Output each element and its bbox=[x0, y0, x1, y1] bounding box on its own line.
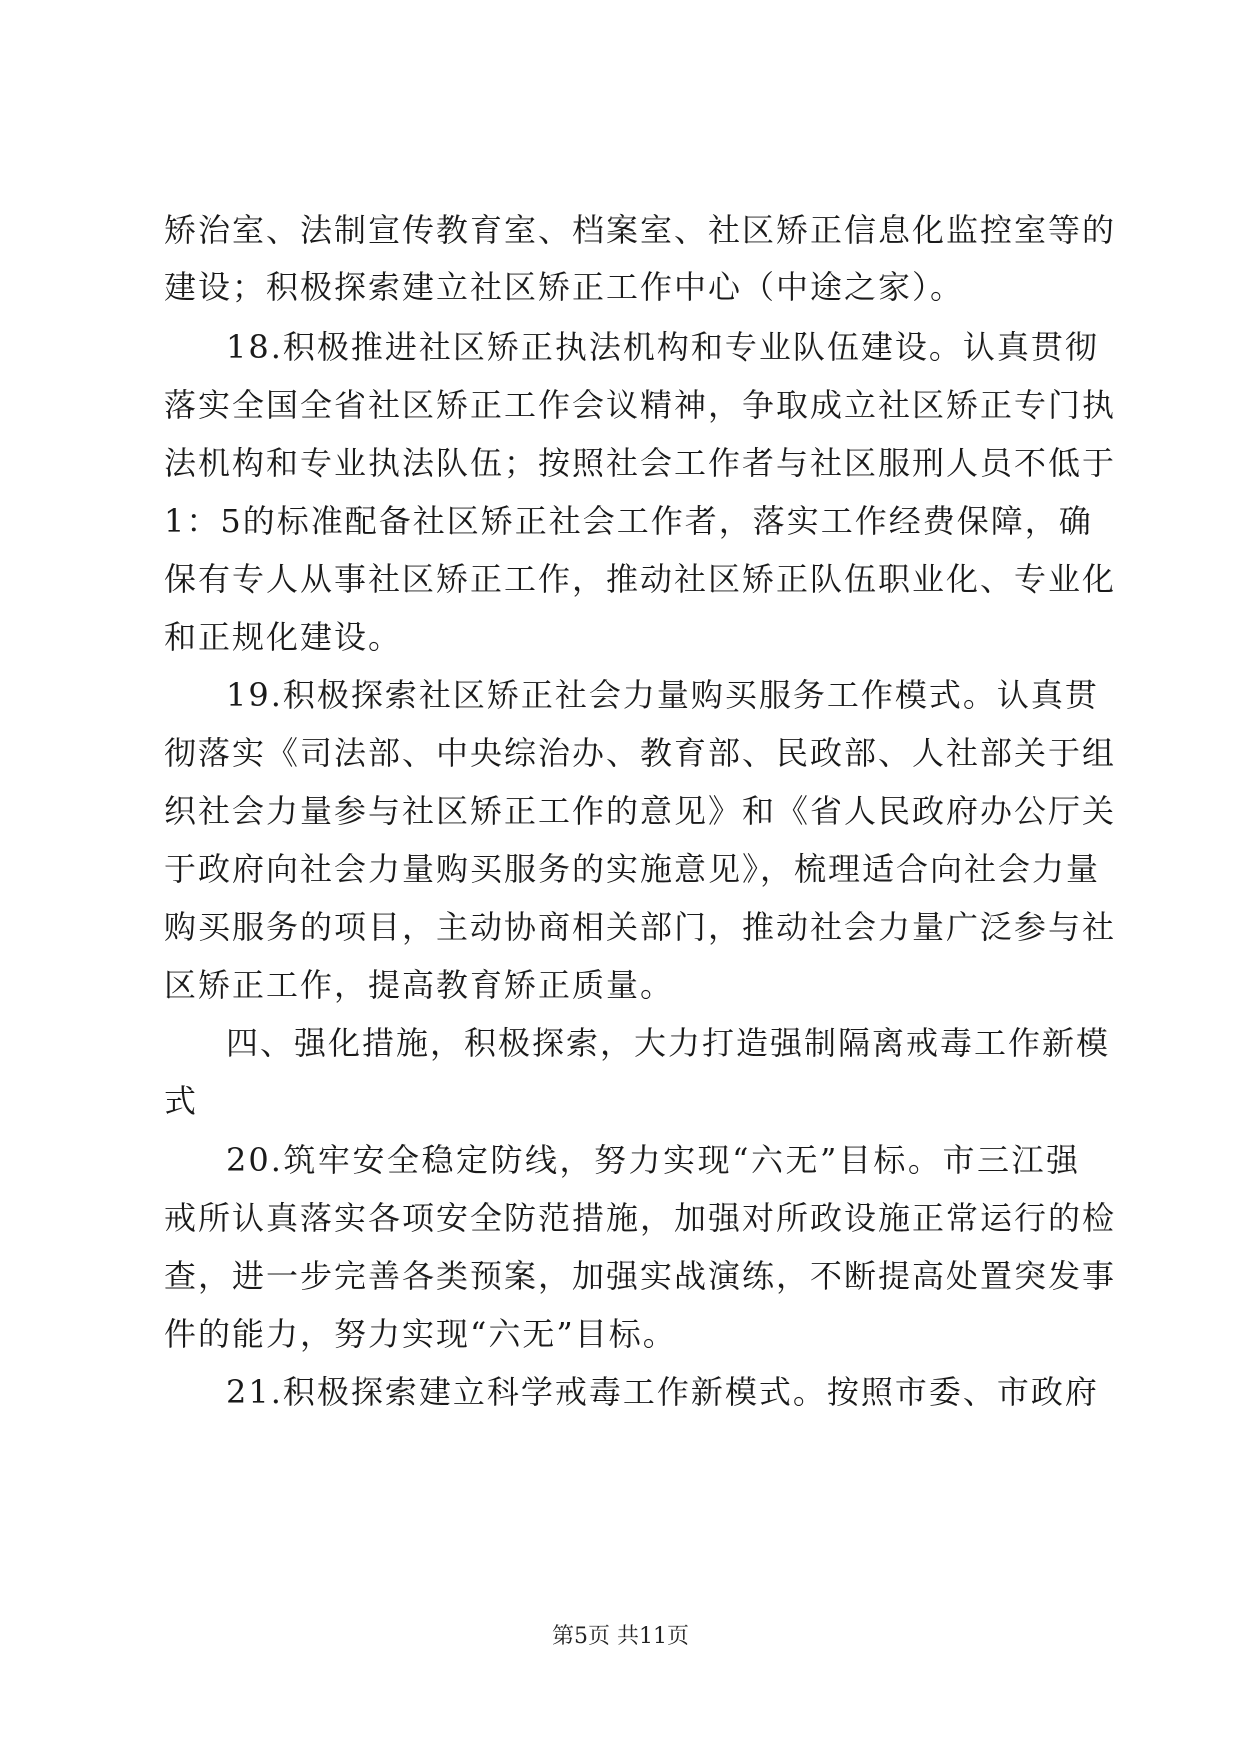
text-line: 和正规化建设。 bbox=[164, 618, 403, 656]
text-line: 建设；积极探索建立社区矫正工作中心（中途之家）。 bbox=[164, 268, 965, 306]
text-line: 戒所认真落实各项安全防范措施，加强对所政设施正常运行的检 bbox=[164, 1199, 1117, 1237]
text-line: 件的能力，努力实现“六无”目标。 bbox=[164, 1315, 677, 1353]
text-line: 1：5的标准配备社区矫正社会工作者，落实工作经费保障，确 bbox=[164, 502, 1093, 540]
text-line: 彻落实《司法部、中央综治办、教育部、民政部、人社部关于组 bbox=[164, 734, 1117, 772]
text-line: 查，进一步完善各类预案，加强实战演练，不断提高处置突发事 bbox=[164, 1257, 1117, 1295]
paragraph-19-heading: 19.积极探索社区矫正社会力量购买服务工作模式。认真贯 bbox=[226, 676, 1099, 714]
section-four-heading: 四、强化措施，积极探索，大力打造强制隔离戒毒工作新模 bbox=[226, 1024, 1111, 1062]
text-line: 矫治室、法制宣传教育室、档案室、社区矫正信息化监控室等的 bbox=[164, 211, 1117, 249]
text-line: 织社会力量参与社区矫正工作的意见》和《省人民政府办公厅关 bbox=[164, 792, 1117, 830]
paragraph-20-heading: 20.筑牢安全稳定防线，努力实现“六无”目标。市三江强 bbox=[226, 1141, 1080, 1179]
text-line: 于政府向社会力量购买服务的实施意见》，梳理适合向社会力量 bbox=[164, 850, 1101, 888]
text-line: 购买服务的项目，主动协商相关部门，推动社会力量广泛参与社 bbox=[164, 908, 1117, 946]
section-four-heading-tail: 式 bbox=[164, 1082, 199, 1120]
paragraph-21-heading: 21.积极探索建立科学戒毒工作新模式。按照市委、市政府 bbox=[226, 1373, 1099, 1411]
text-line: 区矫正工作，提高教育矫正质量。 bbox=[164, 966, 675, 1004]
text-line: 法机构和专业执法队伍；按照社会工作者与社区服刑人员不低于 bbox=[164, 444, 1117, 482]
paragraph-18-heading: 18.积极推进社区矫正执法机构和专业队伍建设。认真贯彻 bbox=[226, 328, 1099, 366]
text-line: 保有专人从事社区矫正工作，推动社区矫正队伍职业化、专业化 bbox=[164, 560, 1117, 598]
text-line: 落实全国全省社区矫正工作会议精神，争取成立社区矫正专门执 bbox=[164, 386, 1117, 424]
page-number-footer: 第5页 共11页 bbox=[552, 1624, 689, 1649]
